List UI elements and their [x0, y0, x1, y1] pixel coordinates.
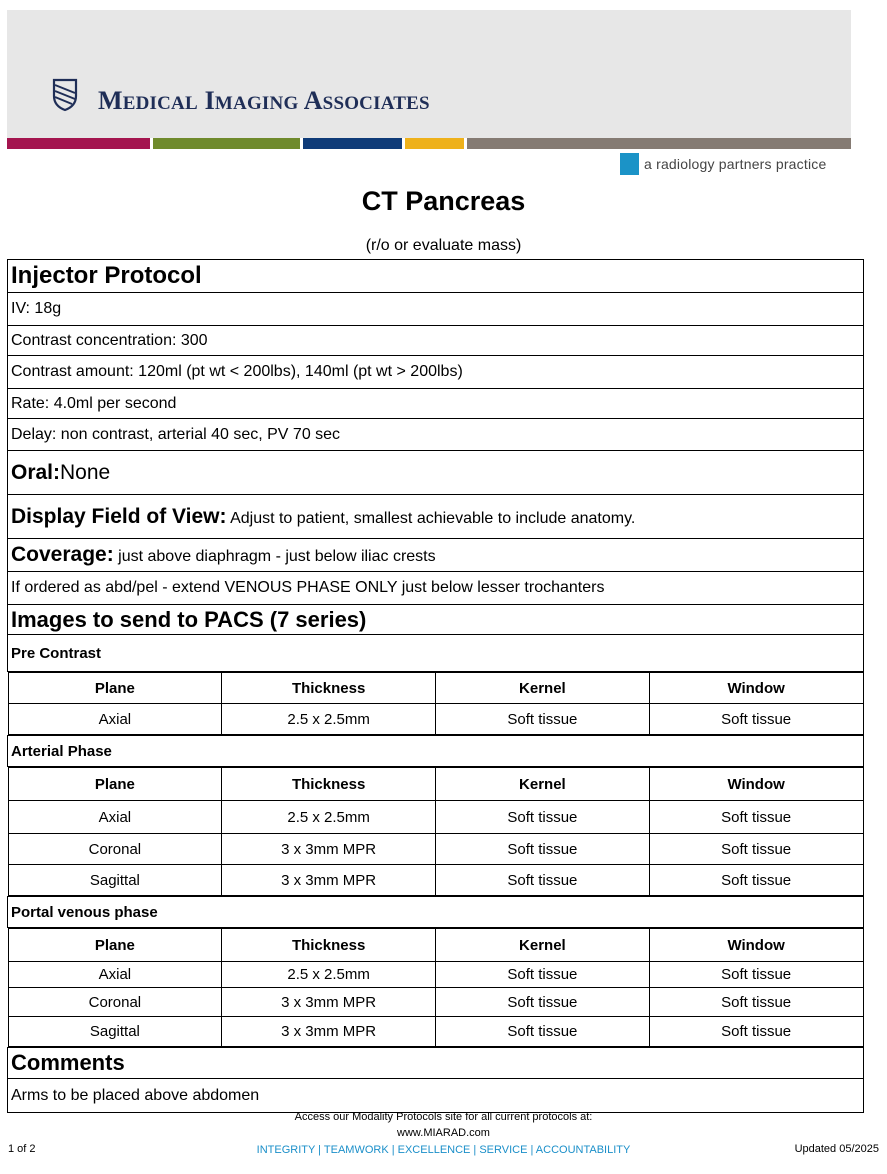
col-kernel: Kernel	[436, 929, 650, 962]
table-row: Sagittal 3 x 3mm MPR Soft tissue Soft tissue	[8, 865, 863, 896]
footer-access-note: Access our Modality Protocols site for all current protocols at:	[294, 1111, 593, 1123]
comments-text: Arms to be placed above abdomen	[8, 1079, 864, 1113]
arterial-table	[8, 767, 864, 896]
coverage-note-row: If ordered as abd/pel - extend VENOUS PHASE ONLY just below lesser trochanters	[8, 572, 864, 605]
page-subtitle: (r/o or evaluate mass)	[365, 237, 522, 254]
table-row: Axial 2.5 x 2.5mm Soft tissue Soft tissue	[8, 704, 863, 735]
brand-stripe-3	[303, 138, 402, 149]
oral-row: Oral:None	[8, 451, 864, 495]
pre-contrast-label: Pre Contrast	[8, 635, 864, 672]
table-row: Coronal 3 x 3mm MPR Soft tissue Soft tissue	[8, 988, 863, 1017]
col-window: Window	[649, 768, 863, 801]
col-window: Window	[649, 673, 863, 704]
col-plane: Plane	[8, 768, 222, 801]
iv-row: IV: 18g	[8, 293, 864, 326]
col-kernel: Kernel	[436, 673, 650, 704]
table-row: Axial 2.5 x 2.5mm Soft tissue Soft tissue	[8, 801, 863, 834]
col-kernel: Kernel	[436, 768, 650, 801]
arterial-label: Arterial Phase	[8, 736, 864, 767]
footer-values: INTEGRITY | TEAMWORK | EXCELLENCE | SERVICE | ACCOUNTABILITY	[256, 1144, 631, 1156]
images-heading: Images to send to PACS (7 series)	[8, 605, 864, 635]
portal-venous-table	[8, 928, 864, 1047]
shield-logo-icon	[52, 78, 78, 112]
brand-stripe-1	[7, 138, 150, 149]
brand-stripe-5	[467, 138, 851, 149]
table-row: Sagittal 3 x 3mm MPR Soft tissue Soft tissue	[8, 1017, 863, 1047]
col-window: Window	[649, 929, 863, 962]
col-thickness: Thickness	[222, 768, 436, 801]
brand-name: MEDICAL IMAGING ASSOCIATES	[98, 86, 430, 115]
footer-website[interactable]: www.MIARAD.com	[397, 1127, 490, 1139]
protocol-table	[7, 259, 864, 1113]
partner-tagline: a radiology partners practice	[620, 152, 826, 176]
rp-logo-icon	[620, 153, 639, 175]
table-row: Coronal 3 x 3mm MPR Soft tissue Soft tissue	[8, 834, 863, 865]
portal-venous-label: Portal venous phase	[8, 897, 864, 928]
brand-stripe-2	[153, 138, 300, 149]
comments-heading: Comments	[8, 1048, 864, 1079]
page-title: CT Pancreas	[361, 186, 526, 216]
rate-row: Rate: 4.0ml per second	[8, 389, 864, 419]
col-thickness: Thickness	[222, 673, 436, 704]
col-thickness: Thickness	[222, 929, 436, 962]
amount-row: Contrast amount: 120ml (pt wt < 200lbs), 140ml (pt wt > 200lbs)	[8, 356, 864, 389]
page-number: 1 of 2	[8, 1143, 36, 1155]
brand-stripe-4	[405, 138, 464, 149]
updated-date: Updated 05/2025	[794, 1143, 879, 1155]
header-banner	[7, 10, 851, 138]
dfov-row: Display Field of View: Adjust to patient, smallest achievable to include anatomy.	[8, 495, 864, 539]
delay-row: Delay: non contrast, arterial 40 sec, PV 70 sec	[8, 419, 864, 451]
table-row: Axial 2.5 x 2.5mm Soft tissue Soft tissue	[8, 962, 863, 988]
col-plane: Plane	[8, 929, 222, 962]
pre-contrast-table	[8, 672, 864, 735]
coverage-row: Coverage: just above diaphragm - just below iliac crests	[8, 539, 864, 572]
injector-heading: Injector Protocol	[8, 260, 864, 293]
col-plane: Plane	[8, 673, 222, 704]
concentration-row: Contrast concentration: 300	[8, 326, 864, 356]
